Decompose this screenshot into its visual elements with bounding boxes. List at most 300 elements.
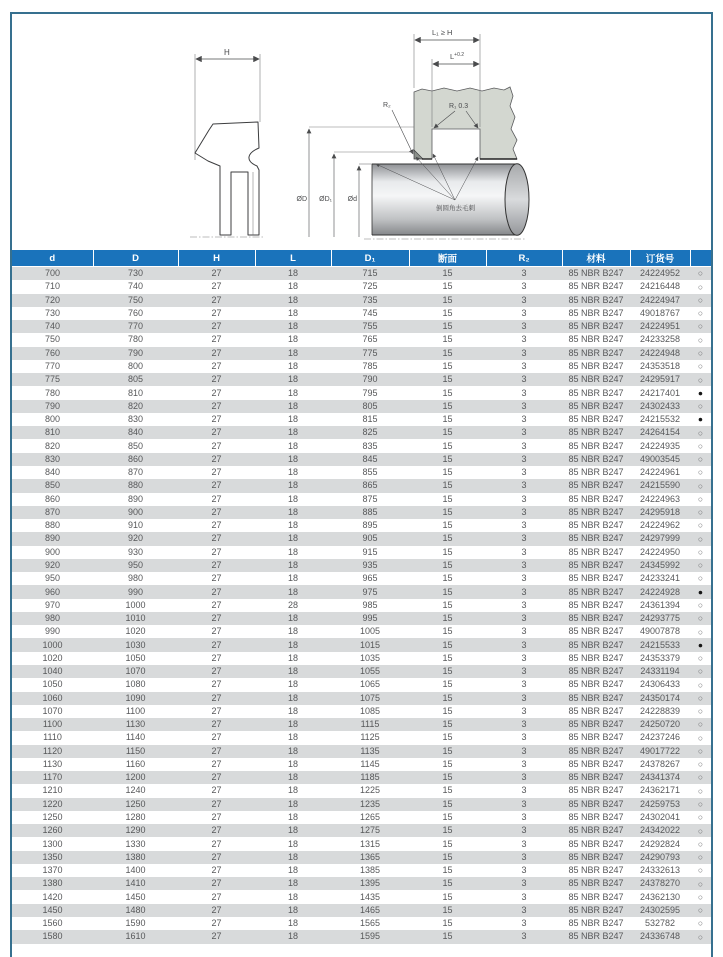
installation-figure (297, 28, 530, 239)
filled-dot-marker: ● (690, 638, 711, 651)
table-cell: 18 (255, 426, 331, 439)
table-cell: 3 (486, 612, 562, 625)
open-dot-marker: ○ (690, 917, 711, 930)
table-row (12, 439, 711, 452)
table-cell: 18 (255, 386, 331, 399)
open-dot-marker: ○ (690, 824, 711, 837)
table-cell: 85 NBR B247 (562, 453, 630, 466)
table-cell: 27 (178, 798, 255, 811)
table-cell: 1130 (93, 718, 178, 731)
table-cell: 28 (255, 599, 331, 612)
table-cell: 24215533 (630, 638, 690, 651)
table-row (12, 532, 711, 545)
table-cell: 1315 (331, 837, 409, 850)
table-cell: 3 (486, 904, 562, 917)
table-cell: 3 (486, 413, 562, 426)
table-cell: 1595 (331, 930, 409, 943)
table-cell: 18 (255, 267, 331, 281)
table-cell: 1070 (93, 665, 178, 678)
table-cell: 3 (486, 572, 562, 585)
table-cell: 890 (12, 532, 93, 545)
table-cell: 18 (255, 837, 331, 850)
table-cell: 855 (331, 466, 409, 479)
table-cell: 27 (178, 837, 255, 850)
table-cell: 3 (486, 360, 562, 373)
open-dot-marker: ○ (690, 453, 711, 466)
open-dot-marker: ○ (690, 280, 711, 293)
table-row (12, 572, 711, 585)
table-cell: 24216448 (630, 280, 690, 293)
table-cell: 24306433 (630, 678, 690, 691)
table-cell: 24297999 (630, 532, 690, 545)
table-cell: 740 (12, 320, 93, 333)
open-dot-marker: ○ (690, 466, 711, 479)
table-cell: 15 (409, 612, 486, 625)
table-cell: 825 (331, 426, 409, 439)
table-cell: 27 (178, 745, 255, 758)
table-cell: 24215532 (630, 413, 690, 426)
table-cell: 18 (255, 638, 331, 651)
table-row (12, 546, 711, 559)
open-dot-marker: ○ (690, 678, 711, 691)
table-cell: 85 NBR B247 (562, 612, 630, 625)
table-cell: 27 (178, 705, 255, 718)
table-cell: 15 (409, 625, 486, 638)
table-cell: 1085 (331, 705, 409, 718)
table-cell: 3 (486, 824, 562, 837)
table-cell: 18 (255, 718, 331, 731)
table-cell: 785 (331, 360, 409, 373)
open-dot-marker: ○ (690, 784, 711, 797)
table-cell: 720 (12, 294, 93, 307)
table-cell: 990 (12, 625, 93, 638)
table-cell: 1420 (12, 890, 93, 903)
table-cell: 24350174 (630, 692, 690, 705)
table-cell: 1050 (12, 678, 93, 691)
table-row (12, 294, 711, 307)
table-cell: 1290 (93, 824, 178, 837)
table-cell: 18 (255, 347, 331, 360)
table-cell: 85 NBR B247 (562, 599, 630, 612)
table-cell: 27 (178, 453, 255, 466)
table-cell: 985 (331, 599, 409, 612)
table-cell: 85 NBR B247 (562, 824, 630, 837)
table-cell: 24224951 (630, 320, 690, 333)
table-cell: 27 (178, 267, 255, 281)
table-cell: 15 (409, 307, 486, 320)
table-cell: 24264154 (630, 426, 690, 439)
table-cell: 18 (255, 930, 331, 943)
table-cell: 27 (178, 625, 255, 638)
table-cell: 27 (178, 864, 255, 877)
seal-profile (195, 122, 259, 235)
table-cell: 27 (178, 320, 255, 333)
table-cell: 85 NBR B247 (562, 294, 630, 307)
table-cell: 15 (409, 559, 486, 572)
table-cell: 18 (255, 851, 331, 864)
table-row (12, 612, 711, 625)
table-cell: 85 NBR B247 (562, 426, 630, 439)
table-cell: 15 (409, 453, 486, 466)
table-cell: 1125 (331, 731, 409, 744)
table-cell: 1030 (93, 638, 178, 651)
table-cell: 1450 (93, 890, 178, 903)
table-cell: 24362171 (630, 784, 690, 797)
open-dot-marker: ○ (690, 890, 711, 903)
table-cell: 27 (178, 824, 255, 837)
table-cell: 85 NBR B247 (562, 400, 630, 413)
open-dot-marker: ○ (690, 506, 711, 519)
table-row (12, 453, 711, 466)
table-row (12, 745, 711, 758)
table-cell: 780 (93, 333, 178, 346)
od-label: ØD (296, 196, 307, 203)
table-cell: 1075 (331, 692, 409, 705)
table-cell: 24224948 (630, 347, 690, 360)
table-cell: 18 (255, 678, 331, 691)
table-row (12, 585, 711, 598)
table-cell: 3 (486, 837, 562, 850)
table-cell: 3 (486, 745, 562, 758)
table-cell: 18 (255, 413, 331, 426)
table-cell: 27 (178, 559, 255, 572)
table-cell: 27 (178, 466, 255, 479)
table-cell: 1580 (12, 930, 93, 943)
table-cell: 27 (178, 612, 255, 625)
table-cell: 3 (486, 519, 562, 532)
table-cell: 85 NBR B247 (562, 280, 630, 293)
table-cell: 1395 (331, 877, 409, 890)
table-cell: 18 (255, 652, 331, 665)
table-cell: 27 (178, 811, 255, 824)
table-cell: 895 (331, 519, 409, 532)
table-cell: 3 (486, 599, 562, 612)
table-cell: 18 (255, 280, 331, 293)
table-cell: 24378270 (630, 877, 690, 890)
table-cell: 1560 (12, 917, 93, 930)
table-cell: 85 NBR B247 (562, 466, 630, 479)
table-cell: 85 NBR B247 (562, 559, 630, 572)
open-dot-marker: ○ (690, 347, 711, 360)
table-cell: 770 (12, 360, 93, 373)
table-cell: 1035 (331, 652, 409, 665)
table-cell: 3 (486, 851, 562, 864)
table-cell: 3 (486, 930, 562, 943)
table-cell: 18 (255, 559, 331, 572)
table-cell: 900 (12, 546, 93, 559)
table-cell: 1055 (331, 665, 409, 678)
table-cell: 24233241 (630, 572, 690, 585)
table-cell: 800 (93, 360, 178, 373)
table-cell: 24224928 (630, 585, 690, 598)
r2-leader (392, 110, 413, 154)
table-cell: 950 (93, 559, 178, 572)
table-cell: 920 (12, 559, 93, 572)
table-cell: 18 (255, 453, 331, 466)
table-cell: 85 NBR B247 (562, 917, 630, 930)
table-row (12, 638, 711, 651)
table-cell: 1200 (93, 771, 178, 784)
table-cell: 1010 (93, 612, 178, 625)
open-dot-marker: ○ (690, 771, 711, 784)
table-cell: 1060 (12, 692, 93, 705)
table-cell: 15 (409, 400, 486, 413)
table-cell: 15 (409, 930, 486, 943)
table-cell: 85 NBR B247 (562, 665, 630, 678)
table-cell: 3 (486, 678, 562, 691)
table-row (12, 479, 711, 492)
table-cell: 24224935 (630, 439, 690, 452)
table-cell: 760 (93, 307, 178, 320)
table-row (12, 267, 711, 281)
table-cell: 85 NBR B247 (562, 731, 630, 744)
table-cell: 15 (409, 811, 486, 824)
table-cell: 1000 (93, 599, 178, 612)
table-cell: 15 (409, 439, 486, 452)
table-cell: 24353518 (630, 360, 690, 373)
table-cell: 1225 (331, 784, 409, 797)
open-dot-marker: ○ (690, 877, 711, 890)
table-cell: 85 NBR B247 (562, 798, 630, 811)
table-row (12, 890, 711, 903)
table-cell: 1275 (331, 824, 409, 837)
open-dot-marker: ○ (690, 745, 711, 758)
table-cell: 18 (255, 572, 331, 585)
table-row (12, 705, 711, 718)
table-cell: 24302595 (630, 904, 690, 917)
table-cell: 1380 (12, 877, 93, 890)
table-cell: 3 (486, 784, 562, 797)
table-cell: 15 (409, 638, 486, 651)
table-cell: 3 (486, 665, 562, 678)
table-cell: 780 (12, 386, 93, 399)
table-cell: 860 (12, 493, 93, 506)
open-dot-marker: ○ (690, 837, 711, 850)
table-cell: 24224961 (630, 466, 690, 479)
table-cell: 85 NBR B247 (562, 811, 630, 824)
table-cell: 15 (409, 771, 486, 784)
table-cell: 890 (93, 493, 178, 506)
table-cell: 85 NBR B247 (562, 546, 630, 559)
table-cell: 15 (409, 784, 486, 797)
table-row (12, 665, 711, 678)
table-cell: 730 (93, 267, 178, 281)
table-cell: 3 (486, 559, 562, 572)
table-row (12, 758, 711, 771)
table-cell: 27 (178, 519, 255, 532)
table-cell: 24224952 (630, 267, 690, 281)
table-cell: 930 (93, 546, 178, 559)
technical-drawing (12, 14, 711, 250)
table-row (12, 386, 711, 399)
table-cell: 860 (93, 453, 178, 466)
table-cell: 18 (255, 811, 331, 824)
table-cell: 775 (331, 347, 409, 360)
open-dot-marker: ○ (690, 718, 711, 731)
table-cell: 18 (255, 917, 331, 930)
table-cell: 18 (255, 877, 331, 890)
table-cell: 3 (486, 280, 562, 293)
table-cell: 24224950 (630, 546, 690, 559)
table-cell: 18 (255, 612, 331, 625)
table-cell: 850 (93, 439, 178, 452)
table-cell: 532782 (630, 917, 690, 930)
table-cell: 27 (178, 599, 255, 612)
open-dot-marker: ○ (690, 851, 711, 864)
table-cell: 880 (93, 479, 178, 492)
table-cell: 24233258 (630, 333, 690, 346)
table-cell: 85 NBR B247 (562, 506, 630, 519)
open-dot-marker: ○ (690, 532, 711, 545)
table-row (12, 307, 711, 320)
open-dot-marker: ○ (690, 267, 711, 281)
housing-section (414, 87, 517, 159)
od1-label: ØD₁ (319, 196, 332, 203)
deburr-note: 倒圆角去毛刺 (436, 205, 475, 212)
table-cell: 85 NBR B247 (562, 718, 630, 731)
table-cell: 700 (12, 267, 93, 281)
table-cell: 49007878 (630, 625, 690, 638)
table-row (12, 333, 711, 346)
table-cell: 85 NBR B247 (562, 758, 630, 771)
table-cell: 24361394 (630, 599, 690, 612)
table-cell: 805 (93, 373, 178, 386)
table-cell: 24224963 (630, 493, 690, 506)
open-dot-marker: ○ (690, 652, 711, 665)
table-cell: 885 (331, 506, 409, 519)
open-dot-marker: ○ (690, 758, 711, 771)
table-cell: 27 (178, 294, 255, 307)
table-cell: 15 (409, 479, 486, 492)
table-row (12, 864, 711, 877)
table-cell: 1065 (331, 678, 409, 691)
table-cell: 830 (93, 413, 178, 426)
table-cell: 1100 (12, 718, 93, 731)
table-cell: 810 (93, 386, 178, 399)
table-cell: 18 (255, 771, 331, 784)
table-cell: 3 (486, 453, 562, 466)
table-cell: 15 (409, 360, 486, 373)
table-row (12, 599, 711, 612)
table-cell: 24290793 (630, 851, 690, 864)
table-cell: 790 (331, 373, 409, 386)
table-cell: 3 (486, 532, 562, 545)
table-cell: 1040 (12, 665, 93, 678)
table-cell: 27 (178, 678, 255, 691)
table-cell: 18 (255, 519, 331, 532)
table-cell: 760 (12, 347, 93, 360)
table-cell: 27 (178, 771, 255, 784)
table-cell: 3 (486, 294, 562, 307)
table-cell: 3 (486, 771, 562, 784)
table-cell: 1350 (12, 851, 93, 864)
col-header-D1: D₁ (331, 250, 409, 267)
table-cell: 935 (331, 559, 409, 572)
table-cell: 15 (409, 758, 486, 771)
table-cell: 15 (409, 652, 486, 665)
open-dot-marker: ○ (690, 479, 711, 492)
table-cell: 835 (331, 439, 409, 452)
table-cell: 3 (486, 400, 562, 413)
table-cell: 820 (93, 400, 178, 413)
table-cell: 24362130 (630, 890, 690, 903)
open-dot-marker: ○ (690, 665, 711, 678)
table-row (12, 559, 711, 572)
open-dot-marker: ○ (690, 625, 711, 638)
table-cell: 1115 (331, 718, 409, 731)
table-cell: 18 (255, 625, 331, 638)
table-cell: 790 (12, 400, 93, 413)
table-cell: 85 NBR B247 (562, 572, 630, 585)
table-cell: 27 (178, 692, 255, 705)
table-cell: 880 (12, 519, 93, 532)
table-cell: 910 (93, 519, 178, 532)
table-cell: 18 (255, 864, 331, 877)
open-dot-marker: ○ (690, 798, 711, 811)
table-cell: 775 (12, 373, 93, 386)
table-cell: 24224947 (630, 294, 690, 307)
table-cell: 840 (93, 426, 178, 439)
table-row (12, 798, 711, 811)
table-cell: 85 NBR B247 (562, 439, 630, 452)
table-cell: 1070 (12, 705, 93, 718)
table-cell: 15 (409, 599, 486, 612)
table-row (12, 917, 711, 930)
table-cell: 950 (12, 572, 93, 585)
table-cell: 710 (12, 280, 93, 293)
table-row (12, 347, 711, 360)
table-cell: 865 (331, 479, 409, 492)
table-row (12, 426, 711, 439)
table-cell: 27 (178, 758, 255, 771)
table-cell: 18 (255, 479, 331, 492)
open-dot-marker: ○ (690, 426, 711, 439)
table-cell: 975 (331, 585, 409, 598)
table-cell: 1590 (93, 917, 178, 930)
open-dot-marker: ○ (690, 692, 711, 705)
table-cell: 15 (409, 333, 486, 346)
table-cell: 1610 (93, 930, 178, 943)
spec-table-body (12, 267, 711, 944)
open-dot-marker: ○ (690, 811, 711, 824)
table-cell: 15 (409, 294, 486, 307)
table-cell: 980 (93, 572, 178, 585)
table-cell: 1160 (93, 758, 178, 771)
table-cell: 1260 (12, 824, 93, 837)
table-cell: 765 (331, 333, 409, 346)
table-cell: 27 (178, 413, 255, 426)
table-cell: 18 (255, 705, 331, 718)
table-row (12, 625, 711, 638)
table-row (12, 877, 711, 890)
table-cell: 18 (255, 745, 331, 758)
table-cell: 18 (255, 546, 331, 559)
open-dot-marker: ○ (690, 360, 711, 373)
table-cell: 15 (409, 386, 486, 399)
table-cell: 18 (255, 294, 331, 307)
table-cell: 1250 (12, 811, 93, 824)
table-cell: 85 NBR B247 (562, 625, 630, 638)
table-cell: 3 (486, 479, 562, 492)
table-cell: 870 (93, 466, 178, 479)
table-cell: 15 (409, 572, 486, 585)
table-cell: 3 (486, 267, 562, 281)
table-cell: 27 (178, 652, 255, 665)
table-row (12, 718, 711, 731)
table-cell: 27 (178, 373, 255, 386)
table-row (12, 400, 711, 413)
table-row (12, 851, 711, 864)
